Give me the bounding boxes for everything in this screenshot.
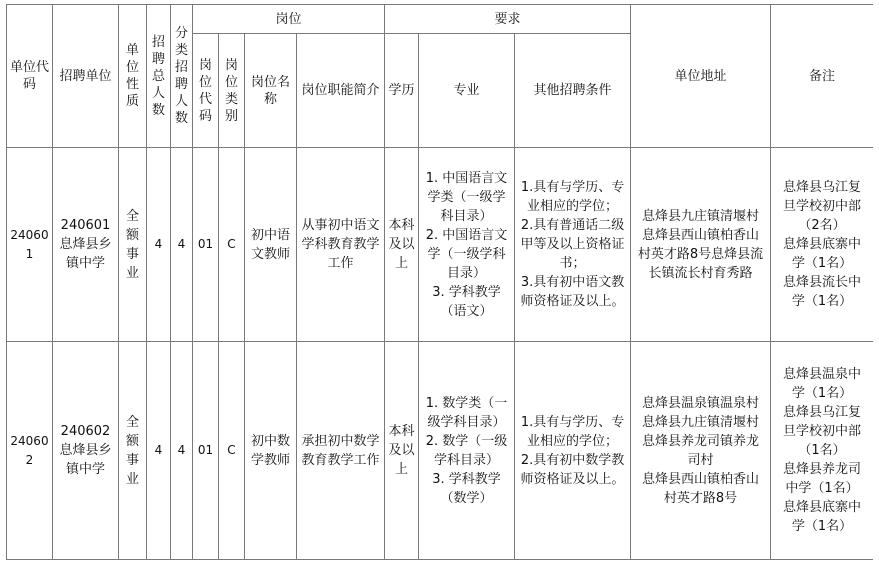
post-code-cell: 01: [193, 342, 219, 560]
nature-cell: 全 额 事 业: [119, 342, 147, 560]
major-cell: 1. 数学类（一 级学科目录） 2. 数学（一级 学科目录） 3. 学科教学 （数学）: [419, 342, 515, 560]
address-cell: 息烽县温泉镇温泉村 息烽县九庄镇清堰村 息烽县养龙司镇养龙 司村 息烽县西山镇柏香山 村英才路8号: [631, 342, 771, 560]
remark-cell: 息烽县乌江复 旦学校初中部 （2名） 息烽县底寨中 学（1名） 息烽县流长中 学（1名）: [771, 148, 873, 342]
nature-cell: 全 额 事 业: [119, 148, 147, 342]
total-cell: 4: [147, 342, 171, 560]
unit-name-cell: 240602 息烽县乡 镇中学: [53, 342, 119, 560]
header-major: 专业: [419, 34, 515, 148]
remark-cell: 息烽县温泉中 学（1名） 息烽县乌江复 旦学校初中部 （1名） 息烽县养龙司 中学（1名） 息烽县底寨中 学（1名）: [771, 342, 873, 560]
table-wrapper: [6, 4, 873, 564]
header-address: 单位地址: [631, 5, 771, 148]
post-duty-cell: 承担初中数学 教育教学工作: [297, 342, 385, 560]
header-post-name: 岗位名称: [245, 34, 297, 148]
header-remark: 备注: [771, 5, 873, 148]
total-cell: 4: [147, 148, 171, 342]
header-unit-code: 单位代码: [7, 5, 53, 148]
other-conditions-cell: 1.具有与学历、专 业相应的学位； 2.具有普通话二级 甲等及以上资格证 书； 3.具有初中语文教 师资格证及以上。: [515, 148, 631, 342]
recruitment-table: [6, 4, 873, 560]
per-class-cell: 4: [171, 148, 193, 342]
header-unit-nature: 单位性质: [119, 5, 147, 148]
unit-code-cell: 240601: [7, 148, 53, 342]
header-per-class: 分类招聘人数: [171, 5, 193, 148]
address-cell: 息烽县九庄镇清堰村 息烽县西山镇柏香山 村英才路8号息烽县流 长镇流长村育秀路: [631, 148, 771, 342]
header-post-code: 岗位代码: [193, 34, 219, 148]
header-education: 学历: [385, 34, 419, 148]
post-code-cell: 01: [193, 148, 219, 342]
header-total: 招聘总人数: [147, 5, 171, 148]
header-post-group: 岗位: [193, 5, 385, 34]
header-post-duty: 岗位职能简介: [297, 34, 385, 148]
education-cell: 本科 及以 上: [385, 148, 419, 342]
table-row: [7, 148, 874, 342]
header-other: 其他招聘条件: [515, 34, 631, 148]
post-type-cell: C: [219, 148, 245, 342]
table-row: [7, 342, 874, 560]
other-conditions-cell: 1.具有与学历、专 业相应的学位； 2.具有初中数学教 师资格证及以上。: [515, 342, 631, 560]
post-name-cell: 初中数 学教师: [245, 342, 297, 560]
header-recruit-unit: 招聘单位: [53, 5, 119, 148]
post-name-cell: 初中语 文教师: [245, 148, 297, 342]
post-duty-cell: 从事初中语文 学科教育教学 工作: [297, 148, 385, 342]
major-cell: 1. 中国语言文 学类（一级学 科目录） 2. 中国语言文 学（一级学科 目录） 3. 学科教学 （语文）: [419, 148, 515, 342]
per-class-cell: 4: [171, 342, 193, 560]
header-post-type: 岗位类别: [219, 34, 245, 148]
unit-code-cell: 240602: [7, 342, 53, 560]
post-type-cell: C: [219, 342, 245, 560]
header-row-1: [7, 5, 874, 34]
unit-name-cell: 240601 息烽县乡 镇中学: [53, 148, 119, 342]
header-req-group: 要求: [385, 5, 631, 34]
education-cell: 本科 及以 上: [385, 342, 419, 560]
